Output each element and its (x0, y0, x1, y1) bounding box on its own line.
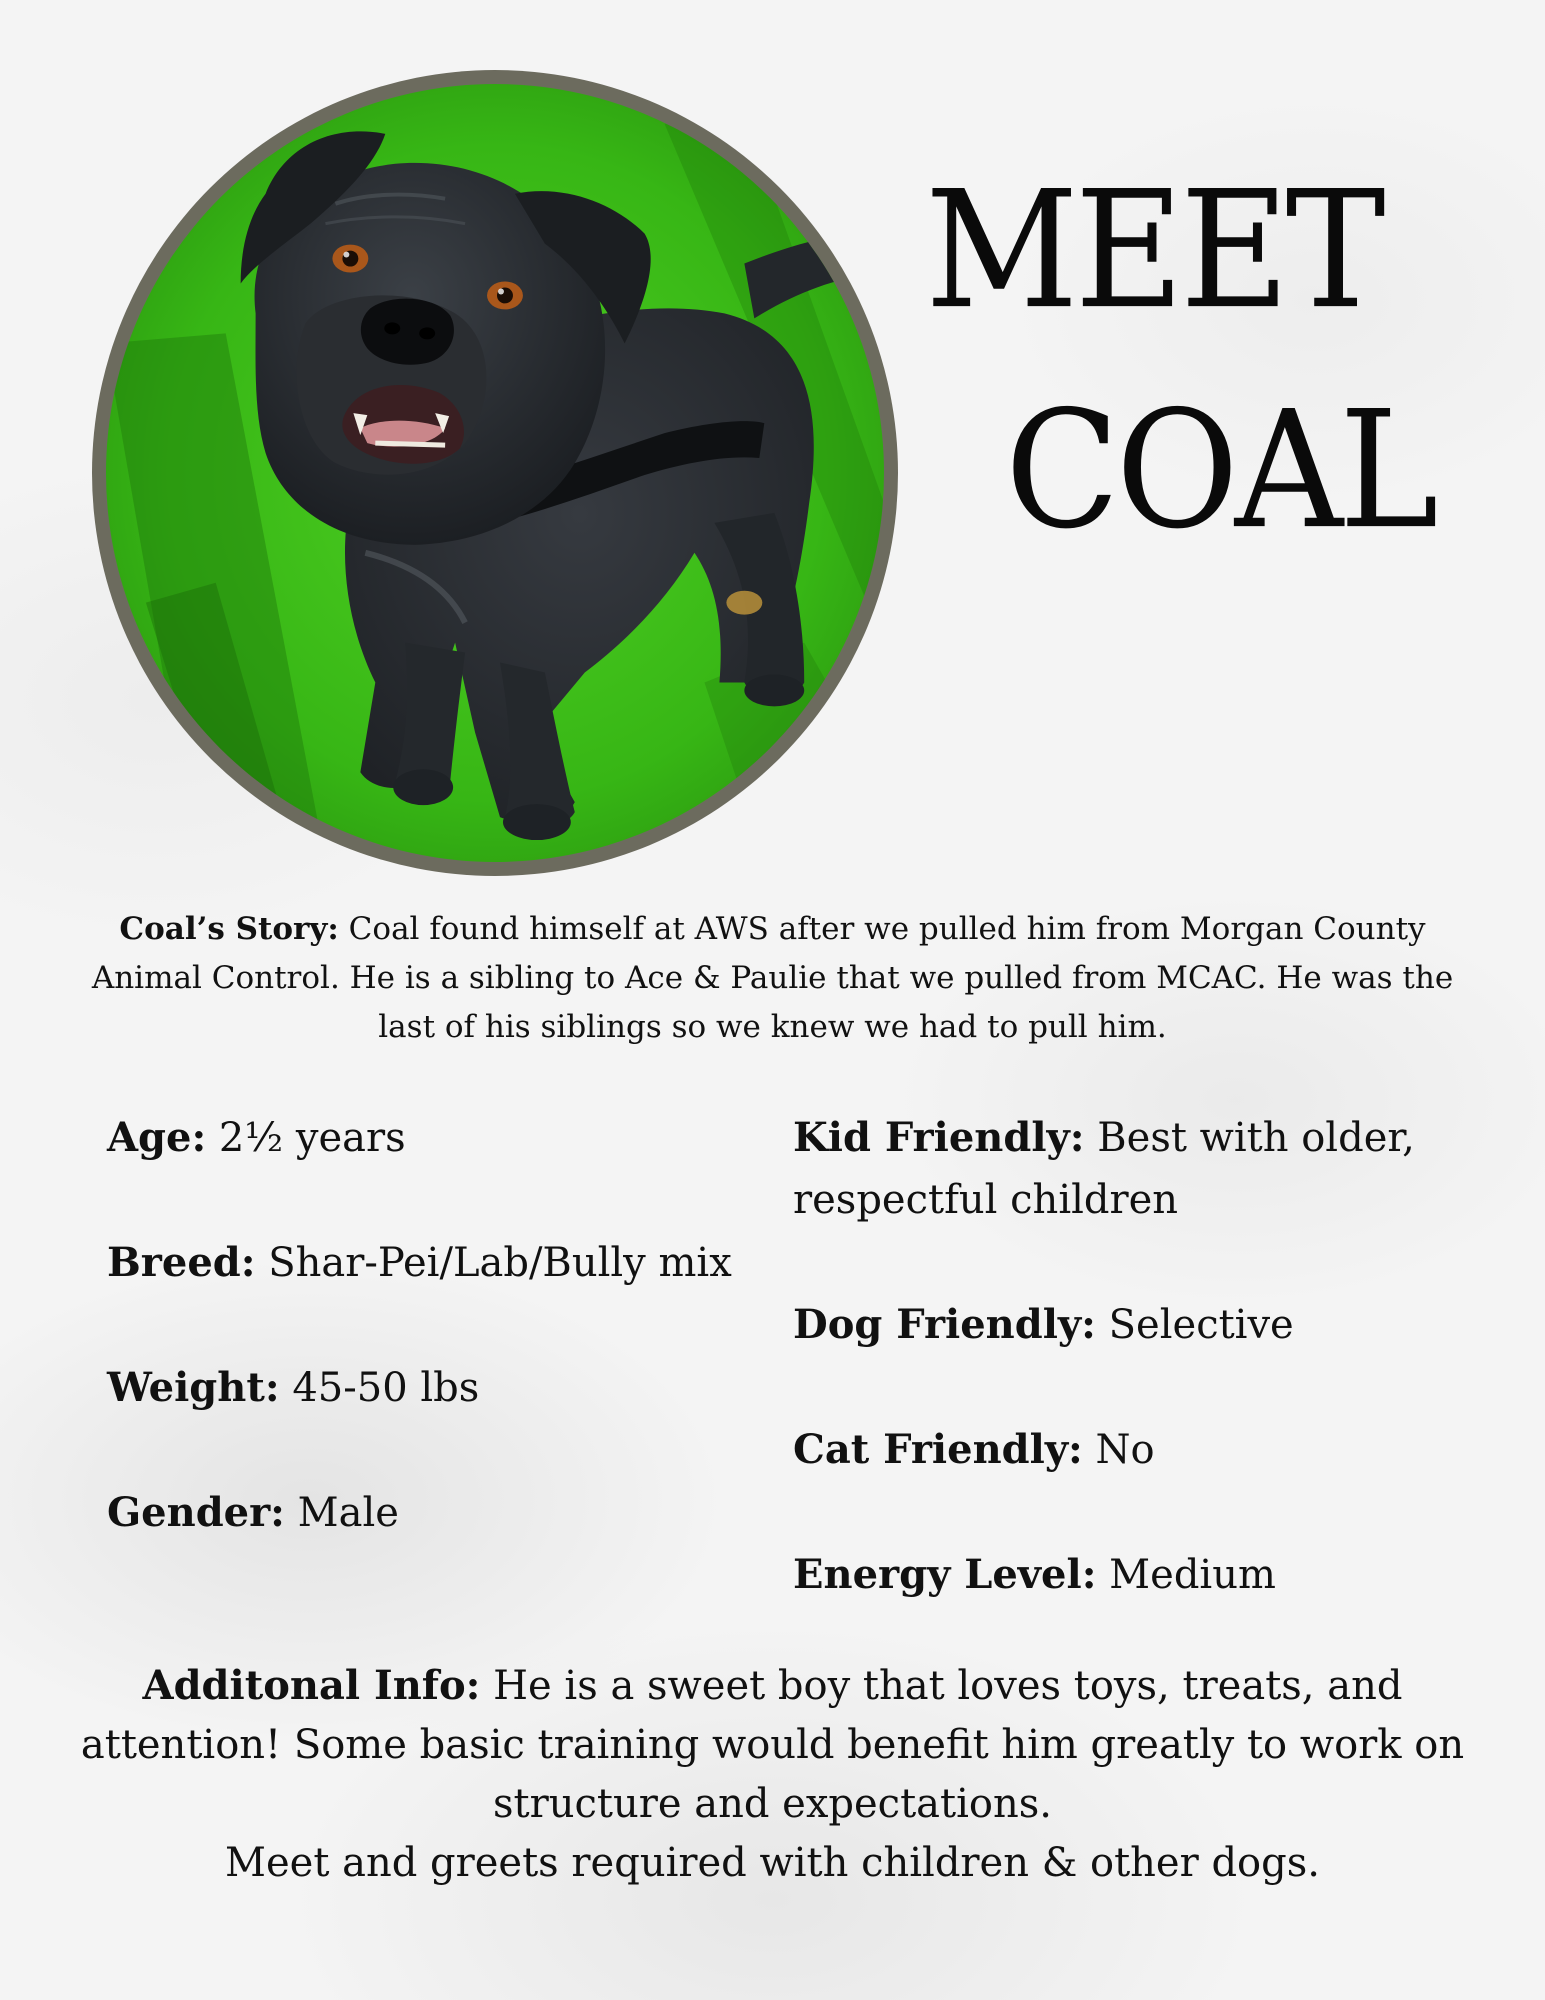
detail-cat-friendly (793, 1419, 1453, 1481)
detail-value: No (1082, 1427, 1155, 1473)
detail-kid-friendly (793, 1107, 1453, 1231)
story-label: Coal’s Story: (119, 911, 339, 947)
detail-value: Male (284, 1490, 399, 1536)
detail-value: 2½ years (206, 1115, 406, 1161)
story-paragraph (90, 905, 1455, 1052)
additional-info-label: Additonal Info: (142, 1662, 481, 1709)
detail-gender (107, 1482, 747, 1544)
detail-age (107, 1107, 747, 1169)
detail-label: Weight: (107, 1364, 280, 1411)
page-title-line-1: MEET (925, 157, 1382, 345)
detail-label: Kid Friendly: (793, 1114, 1085, 1161)
detail-value: Shar-Pei/Lab/Bully mix (255, 1240, 732, 1286)
detail-label: Cat Friendly: (793, 1426, 1083, 1473)
detail-value: 45-50 lbs (279, 1365, 480, 1411)
detail-label: Breed: (107, 1239, 256, 1286)
detail-value: Medium (1096, 1552, 1276, 1598)
detail-label: Age: (107, 1114, 207, 1161)
additional-info-text: He is a sweet boy that loves toys, treats, and attention! Some basic training would benefit him greatly to work on structure and expectations. (80, 1663, 1465, 1827)
pet-photo-frame (92, 70, 898, 876)
detail-weight (107, 1357, 747, 1419)
detail-label: Dog Friendly: (793, 1301, 1096, 1348)
story-text: Coal found himself at AWS after we pulled him from Morgan County Animal Control. He is a sibling to Ace & Paulie that we pulled from MCAC. He was the last of his siblings so we knew we had to pull him. (91, 911, 1454, 1045)
meet-and-greet-note: Meet and greets required with children & other dogs. (225, 1840, 1320, 1886)
page-title-line-2: COAL (1005, 377, 1435, 565)
dog-photo-icon (106, 84, 884, 862)
detail-value: Best with older, respectful children (793, 1115, 1415, 1223)
additional-info (50, 1656, 1495, 1893)
detail-label: Energy Level: (793, 1551, 1097, 1598)
detail-value: Selective (1095, 1302, 1294, 1348)
detail-label: Gender: (107, 1489, 285, 1536)
detail-energy-level (793, 1544, 1453, 1606)
detail-breed (107, 1232, 747, 1294)
additional-info-paragraph (50, 1656, 1495, 1834)
detail-dog-friendly (793, 1294, 1453, 1356)
